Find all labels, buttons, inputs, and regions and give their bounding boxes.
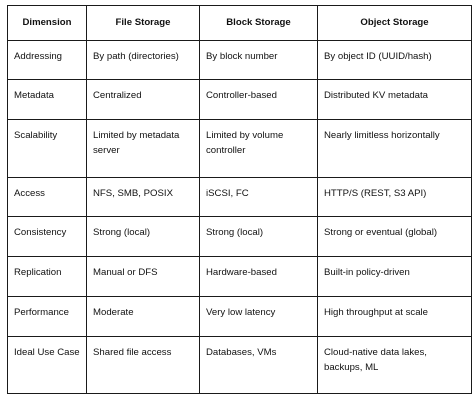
table-cell: Shared file access bbox=[87, 337, 200, 394]
table-cell: Built-in policy-driven bbox=[318, 257, 472, 297]
table-row bbox=[8, 337, 472, 394]
row-label: Metadata bbox=[8, 80, 87, 120]
column-header-object-storage: Object Storage bbox=[318, 6, 472, 41]
table-cell: iSCSI, FC bbox=[200, 178, 318, 217]
table-row bbox=[8, 297, 472, 337]
table-cell: Very low latency bbox=[200, 297, 318, 337]
table-cell: Limited by metadata server bbox=[87, 120, 200, 178]
column-header-block-storage: Block Storage bbox=[200, 6, 318, 41]
row-label: Replication bbox=[8, 257, 87, 297]
column-header-file-storage: File Storage bbox=[87, 6, 200, 41]
table-row bbox=[8, 178, 472, 217]
table-row bbox=[8, 217, 472, 257]
row-label: Access bbox=[8, 178, 87, 217]
table-cell: Strong (local) bbox=[200, 217, 318, 257]
table-cell: Distributed KV metadata bbox=[318, 80, 472, 120]
table-cell: By block number bbox=[200, 41, 318, 80]
table-header-row bbox=[8, 6, 472, 41]
table-cell: Hardware-based bbox=[200, 257, 318, 297]
column-header-dimension: Dimension bbox=[8, 6, 87, 41]
row-label: Consistency bbox=[8, 217, 87, 257]
table-cell: Controller-based bbox=[200, 80, 318, 120]
row-label: Performance bbox=[8, 297, 87, 337]
table-cell: Centralized bbox=[87, 80, 200, 120]
table-cell: Manual or DFS bbox=[87, 257, 200, 297]
storage-comparison-table bbox=[7, 5, 472, 394]
table-cell: Moderate bbox=[87, 297, 200, 337]
row-label: Ideal Use Case bbox=[8, 337, 87, 394]
table-row bbox=[8, 80, 472, 120]
row-label: Addressing bbox=[8, 41, 87, 80]
table-cell: Cloud-native data lakes, backups, ML bbox=[318, 337, 472, 394]
table-row bbox=[8, 120, 472, 178]
table-cell: Strong (local) bbox=[87, 217, 200, 257]
table-cell: Limited by volume controller bbox=[200, 120, 318, 178]
table-cell: Databases, VMs bbox=[200, 337, 318, 394]
table-cell: Strong or eventual (global) bbox=[318, 217, 472, 257]
table-row bbox=[8, 41, 472, 80]
row-label: Scalability bbox=[8, 120, 87, 178]
table-cell: Nearly limitless horizontally bbox=[318, 120, 472, 178]
table-cell: NFS, SMB, POSIX bbox=[87, 178, 200, 217]
table-cell: By object ID (UUID/hash) bbox=[318, 41, 472, 80]
table-cell: By path (directories) bbox=[87, 41, 200, 80]
table-cell: HTTP/S (REST, S3 API) bbox=[318, 178, 472, 217]
table-row bbox=[8, 257, 472, 297]
table-cell: High throughput at scale bbox=[318, 297, 472, 337]
